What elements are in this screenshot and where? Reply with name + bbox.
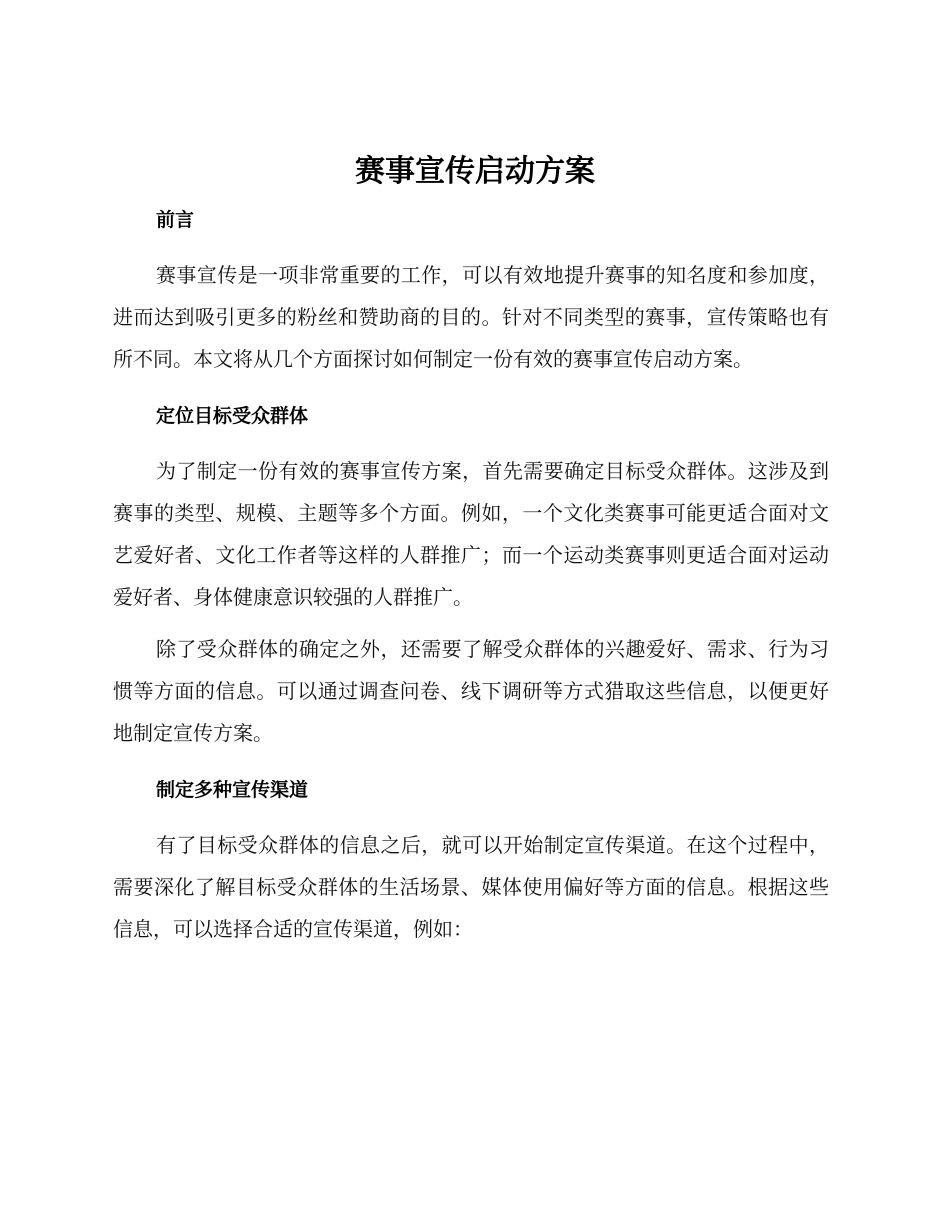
section-heading-channels: 制定多种宣传渠道 [156,779,309,801]
section-heading-target-audience: 定位目标受众群体 [156,405,309,427]
target-audience-paragraph-1: 为了制定一份有效的赛事宣传方案，首先需要确定目标受众群体。这涉及到赛事的类型、规模、主题等多个方面。例如，一个文化类赛事可能更适合面对文艺爱好者、文化工作者等这样的人群推广；而一个运动类赛事则更适合面对运动爱好者、身体健康意识较强的人群推广。 [113,459,829,609]
preface-paragraph: 赛事宣传是一项非常重要的工作，可以有效地提升赛事的知名度和参加度，进而达到吸引更多的粉丝和赞助商的目的。针对不同类型的赛事，宣传策略也有所不同。本文将从几个方面探讨如何制定一份有效的赛事宣传启动方案。 [113,263,829,371]
document-title: 赛事宣传启动方案 [355,154,595,189]
target-audience-paragraph-2: 除了受众群体的确定之外，还需要了解受众群体的兴趣爱好、需求、行为习惯等方面的信息。可以通过调查问卷、线下调研等方式猎取这些信息，以便更好地制定宣传方案。 [113,637,829,745]
document-body [113,202,829,950]
channels-paragraph: 有了目标受众群体的信息之后，就可以开始制定宣传渠道。在这个过程中，需要深化了解目标受众群体的生活场景、媒体使用偏好等方面的信息。根据这些信息，可以选择合适的宣传渠道，例如： [113,833,829,941]
section-heading-preface: 前言 [156,209,195,231]
